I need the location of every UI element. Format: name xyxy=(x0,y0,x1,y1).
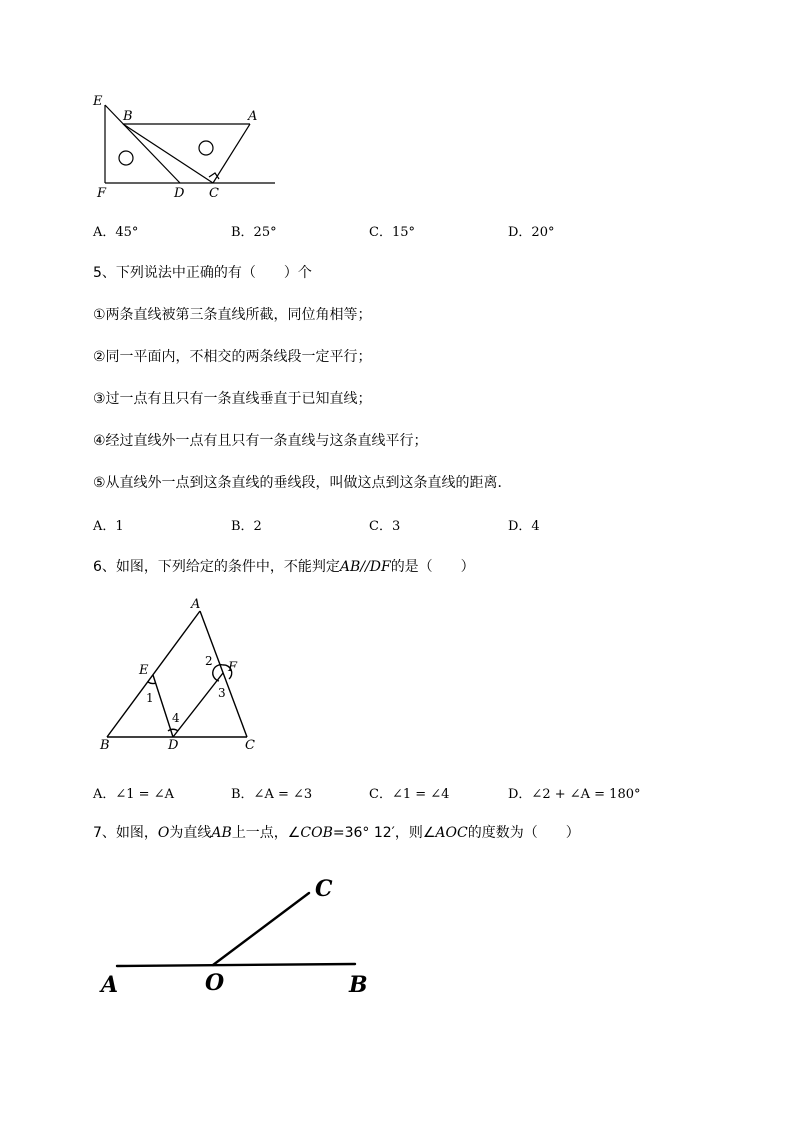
q5-statement-1: ①两条直线被第三条直线所截，同位角相等； xyxy=(93,307,372,323)
q4-label-E: E xyxy=(93,94,103,109)
q6-option-a: A．∠1 = ∠A xyxy=(93,787,174,802)
q5-statement-5: ⑤从直线外一点到这条直线的垂线段，叫做这点到这条直线的距离． xyxy=(93,475,512,491)
q7-stem-mid3: =36° 12′，则∠ xyxy=(332,825,436,841)
q4-label-F: F xyxy=(97,186,107,200)
q7-stem-COB: COB xyxy=(300,825,333,841)
q6-angle-1: 1 xyxy=(146,691,154,705)
q7-label-A: A xyxy=(101,972,119,998)
q7-label-C: C xyxy=(315,876,333,902)
q4-label-C: C xyxy=(209,186,219,200)
q7-stem-O: O xyxy=(157,825,170,841)
q4-label-D: D xyxy=(174,186,185,200)
q5-option-b: B．2 xyxy=(231,519,262,534)
q6-stem-math: AB//DF xyxy=(339,559,391,575)
q6-option-d: D．∠2 + ∠A = 180° xyxy=(508,787,641,802)
q7-stem-AB: AB xyxy=(211,825,232,841)
q6-label-C: C xyxy=(245,738,255,753)
q7-stem-mid2: 上一点，∠ xyxy=(231,825,301,841)
q6-angle-3: 3 xyxy=(218,686,226,700)
q4-option-a: A．45° xyxy=(93,225,139,240)
q6-label-D: D xyxy=(168,738,179,753)
q6-label-B: B xyxy=(100,738,110,753)
q5-statement-2: ②同一平面内，不相交的两条线段一定平行； xyxy=(93,349,372,365)
q5-stem: 5、下列说法中正确的有（ ）个 xyxy=(93,265,312,281)
q5-option-c: C．3 xyxy=(369,519,401,534)
q7-label-B: B xyxy=(349,972,368,998)
q7-stem xyxy=(93,822,580,842)
q6-label-F: F xyxy=(228,660,238,675)
q5-option-d: D．4 xyxy=(508,519,540,534)
q5-option-a: A．1 xyxy=(93,519,124,534)
q7-label-O: O xyxy=(205,970,225,996)
q7-stem-prefix: 7、如图， xyxy=(93,825,158,841)
q4-figure xyxy=(85,90,285,200)
q5-statement-3: ③过一点有且只有一条直线垂直于已知直线； xyxy=(93,391,372,407)
q4-option-b: B．25° xyxy=(231,225,277,240)
q7-stem-mid1: 为直线 xyxy=(169,825,212,841)
q4-label-B: B xyxy=(123,109,133,124)
q6-angle-2: 2 xyxy=(205,654,213,668)
q4-option-d: D．20° xyxy=(508,225,555,240)
q4-option-c: C．15° xyxy=(369,225,415,240)
q4-label-A: A xyxy=(248,109,258,124)
q7-stem-suffix: 的度数为（ ） xyxy=(467,825,580,841)
q6-option-c: C．∠1 = ∠4 xyxy=(369,787,450,802)
q7-figure xyxy=(95,870,385,1000)
q6-stem-suffix: 的是（ ） xyxy=(390,559,475,575)
q6-angle-4: 4 xyxy=(172,711,180,725)
q6-option-b: B．∠A = ∠3 xyxy=(231,787,313,802)
q6-stem-prefix: 6、如图，下列给定的条件中，不能判定 xyxy=(93,559,340,575)
q7-stem-AOC: AOC xyxy=(435,825,468,841)
q6-label-E: E xyxy=(139,663,149,678)
q6-stem xyxy=(93,556,475,576)
q6-label-A: A xyxy=(191,597,201,612)
q5-statement-4: ④经过直线外一点有且只有一条直线与这条直线平行； xyxy=(93,433,428,449)
q6-figure xyxy=(95,595,265,755)
